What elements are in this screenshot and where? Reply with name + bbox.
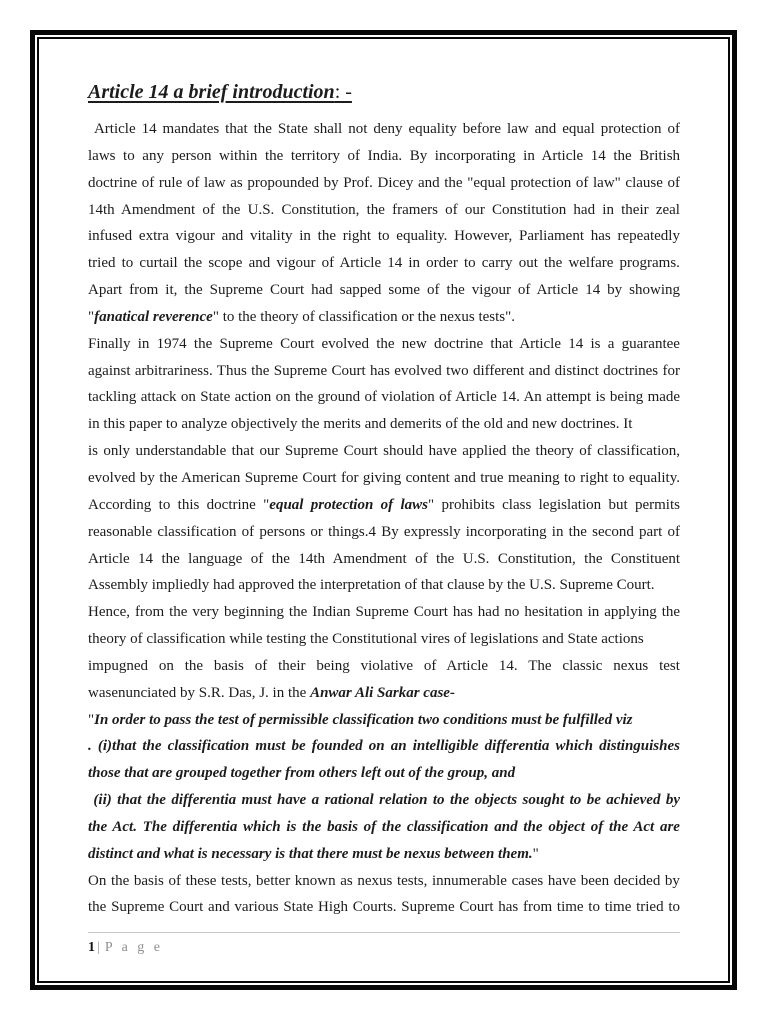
text-line: [88, 680, 680, 707]
document-title-text: Article 14 a brief introduction: [88, 81, 335, 103]
body-text: the Supreme Court and various State High Courts. Supreme Court has from time to time tried to: [88, 899, 680, 916]
text-line: [88, 304, 680, 331]
emphasized-text: equal protection of laws: [269, 496, 428, 513]
emphasized-text: those that are grouped together from others left out of the group, and: [88, 765, 516, 782]
document-title-suffix: : -: [334, 81, 352, 103]
emphasized-text: (ii) that the differentia must have a rational relation to the objects sought to be achieved by: [88, 792, 681, 809]
text-line: [88, 277, 680, 304]
text-line: [88, 358, 680, 385]
body-text: against arbitrariness. Thus the Supreme Court has evolved two different and distinct doctrines for: [88, 362, 680, 379]
text-line: [88, 438, 680, 465]
body-text: theory of classification while testing the Constitutional vires of legislations and State actions: [88, 631, 644, 648]
text-line: [88, 143, 680, 170]
text-line: [88, 546, 680, 573]
text-line: [88, 411, 680, 438]
body-text: Apart from it, the Supreme Court had sapped some of the vigour of Article 14 by showing: [88, 282, 680, 299]
body-text: is only understandable that our Supreme Court should have applied the theory of classification,: [88, 443, 681, 460]
body-text: Article 14 the language of the 14th Amendment of the U.S. Constitution, the Constituent: [88, 550, 681, 567]
text-line: [88, 626, 680, 653]
body-text: ": [88, 711, 95, 728]
body-text: infused extra vigour and vitality in the right to equality. However, Parliament has repeatedly: [88, 228, 680, 245]
body-text: laws to any person within the territory of India. By incorporating in Article 14 the British: [88, 147, 681, 164]
emphasized-text: the Act. The differentia which is the basis of the classification and the object of the Act are: [88, 818, 680, 835]
body-text: Finally in 1974 the Supreme Court evolved the new doctrine that Article 14 is a guarantee: [88, 335, 680, 352]
text-line: [88, 707, 680, 734]
emphasized-text: . (i)that the classification must be founded on an intelligible differentia which distinguishes: [88, 738, 680, 755]
text-line: [88, 653, 680, 680]
emphasized-text: fanatical reverence: [94, 308, 213, 325]
text-line: [88, 384, 680, 411]
page-number: 1: [88, 940, 95, 956]
text-line: [88, 814, 680, 841]
body-text: reasonable classification of persons or things.4 By expressly incorporating in the second part of: [88, 523, 681, 540]
text-line: [88, 519, 680, 546]
text-line: [88, 787, 680, 814]
text-line: [88, 733, 680, 760]
body-text: Article 14 mandates that the State shall not deny equality before law and equal protection of: [88, 121, 681, 137]
footer-divider: [88, 932, 680, 933]
emphasized-text: Anwar Ali Sarkar case-: [310, 684, 455, 701]
document-body: [88, 116, 680, 921]
page-footer: [88, 932, 680, 958]
body-text: tackling attack on State action on the ground of violation of Article 14. An attempt is being made: [88, 389, 681, 406]
page-content: [88, 78, 680, 958]
emphasized-text: distinct and what is necessary is that there must be nexus between them.: [88, 845, 533, 862]
footer-text: [88, 938, 680, 958]
text-line: [88, 170, 680, 197]
document-title: [88, 78, 352, 106]
text-line: [88, 868, 680, 895]
text-line: [88, 116, 680, 143]
footer-separator: |: [97, 940, 100, 956]
body-text: evolved by the American Supreme Court for giving content and true meaning to right to equality.: [88, 469, 680, 486]
text-line: [88, 223, 680, 250]
text-line: [88, 760, 680, 787]
text-line: [88, 465, 680, 492]
text-line: [88, 599, 680, 626]
text-line: [88, 841, 680, 868]
text-line: [88, 894, 680, 921]
body-text: Assembly impliedly had approved the interpretation of that clause by the U.S. Supreme Court.: [88, 577, 655, 594]
text-line: [88, 250, 680, 277]
body-text: Hence, from the very beginning the Indian Supreme Court has had no hesitation in applying the: [88, 604, 681, 621]
body-text: " to the theory of classification or the nexus tests".: [212, 308, 516, 325]
text-line: [88, 492, 680, 519]
body-text: On the basis of these tests, better known as nexus tests, innumerable cases have been decided by: [88, 872, 680, 889]
body-text: doctrine of rule of law as propounded by Prof. Dicey and the "equal protection of law" clause of: [88, 174, 681, 191]
body-text: 14th Amendment of the U.S. Constitution, the framers of our Constitution had in their zeal: [88, 201, 680, 218]
body-text: According to this doctrine ": [88, 496, 270, 513]
text-line: [88, 331, 680, 358]
body-text: in this paper to analyze objectively the merits and demerits of the old and new doctrines. It: [88, 416, 633, 433]
footer-page-label: P a g e: [104, 940, 164, 956]
body-text: " prohibits class legislation but permits: [427, 496, 680, 513]
text-line: [88, 572, 680, 599]
body-text: wasenunciated by S.R. Das, J. in the: [88, 684, 311, 701]
emphasized-text: In order to pass the test of permissible classification two conditions must be fulfilled viz: [94, 711, 633, 728]
body-text: ": [532, 845, 539, 862]
body-text: ": [88, 308, 95, 325]
body-text: tried to curtail the scope and vigour of Article 14 in order to carry out the welfare programs.: [88, 255, 680, 272]
text-line: [88, 197, 680, 224]
body-text: impugned on the basis of their being violative of Article 14. The classic nexus test: [88, 657, 680, 674]
